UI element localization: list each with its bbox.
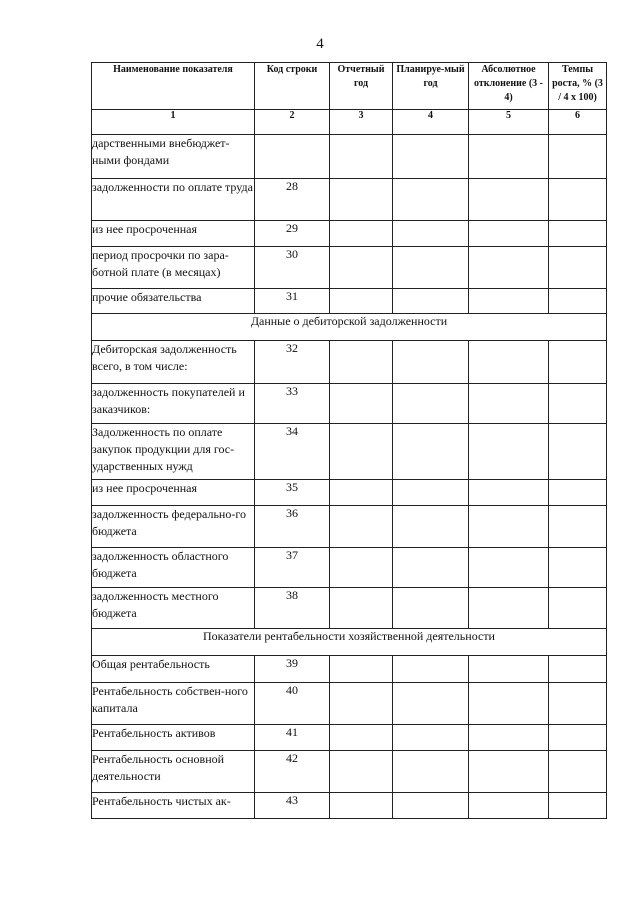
column-number: 4 [393,110,469,135]
table-row [92,221,607,247]
table-row [92,656,607,683]
indicator-name: задолженность областного бюджета [92,548,255,588]
value-cell [469,289,549,314]
value-cell [469,480,549,506]
table-row [92,506,607,548]
column-header-code: Код строки [255,63,330,110]
value-cell [549,424,607,480]
value-cell [330,683,393,725]
indicator-name: Общая рентабельность [92,656,255,683]
row-code: 31 [255,289,330,314]
table-row [92,683,607,725]
value-cell [330,725,393,751]
indicator-name: из нее просроченная [92,480,255,506]
indicator-name: задолженность местного бюджета [92,588,255,629]
value-cell [549,793,607,819]
row-code: 30 [255,247,330,289]
value-cell [469,247,549,289]
indicator-name: из нее просроченная [92,221,255,247]
value-cell [393,247,469,289]
indicator-name: Рентабельность активов [92,725,255,751]
value-cell [393,588,469,629]
table-row [92,548,607,588]
column-header-name: Наименование показателя [92,63,255,110]
indicator-name: Рентабельность основной деятельности [92,751,255,793]
table-row [92,135,607,179]
value-cell [549,683,607,725]
indicator-name: Дебиторская задолженность всего, в том числе: [92,341,255,384]
column-number: 3 [330,110,393,135]
row-code: 37 [255,548,330,588]
indicator-name: Рентабельность чистых ак- [92,793,255,819]
row-code: 38 [255,588,330,629]
table-row [92,751,607,793]
row-code: 41 [255,725,330,751]
value-cell [393,135,469,179]
indicator-name: прочие обязательства [92,289,255,314]
value-cell [393,548,469,588]
value-cell [330,179,393,221]
value-cell [393,506,469,548]
column-header-absolute-deviation: Абсолютное отклонение (3 - 4) [469,63,549,110]
value-cell [469,135,549,179]
table-row [92,588,607,629]
value-cell [330,221,393,247]
indicator-name: период просрочки по зара-ботной плате (в месяцах) [92,247,255,289]
column-header-growth-rate: Темпы роста, % (3 / 4 x 100) [549,63,607,110]
value-cell [330,384,393,424]
value-cell [330,135,393,179]
value-cell [549,384,607,424]
row-code: 43 [255,793,330,819]
value-cell [469,683,549,725]
value-cell [549,656,607,683]
column-number: 5 [469,110,549,135]
section-title: Данные о дебиторской задолженности [92,314,607,341]
value-cell [549,221,607,247]
column-header-reporting-year: Отчетный год [330,63,393,110]
table-row [92,480,607,506]
row-code: 28 [255,179,330,221]
row-code: 34 [255,424,330,480]
table-row [92,341,607,384]
value-cell [330,341,393,384]
row-code: 40 [255,683,330,725]
value-cell [469,793,549,819]
table-row [92,793,607,819]
value-cell [469,179,549,221]
row-code [255,135,330,179]
column-number-row [92,110,607,135]
value-cell [469,384,549,424]
value-cell [549,480,607,506]
section-row [92,314,607,341]
row-code: 42 [255,751,330,793]
value-cell [330,247,393,289]
value-cell [330,751,393,793]
value-cell [330,289,393,314]
row-code: 39 [255,656,330,683]
value-cell [549,179,607,221]
value-cell [393,751,469,793]
section-title: Показатели рентабельности хозяйственной деятельности [92,629,607,656]
value-cell [549,135,607,179]
value-cell [393,793,469,819]
table-row [92,289,607,314]
value-cell [469,548,549,588]
table-row [92,384,607,424]
value-cell [393,221,469,247]
value-cell [469,656,549,683]
column-header-planned-year: Планируе-мый год [393,63,469,110]
value-cell [469,424,549,480]
value-cell [393,424,469,480]
table-row [92,247,607,289]
indicator-name: задолженность федерально-го бюджета [92,506,255,548]
indicator-name: Задолженность по оплате закупок продукции для гос-ударственных нужд [92,424,255,480]
value-cell [549,289,607,314]
value-cell [549,588,607,629]
value-cell [393,384,469,424]
value-cell [549,247,607,289]
value-cell [469,751,549,793]
value-cell [549,341,607,384]
value-cell [393,341,469,384]
table-row [92,179,607,221]
value-cell [330,656,393,683]
value-cell [469,725,549,751]
value-cell [330,506,393,548]
value-cell [549,725,607,751]
indicator-name: задолженности по оплате труда [92,179,255,221]
value-cell [393,179,469,221]
row-code: 29 [255,221,330,247]
table-header-row [92,63,607,110]
value-cell [469,506,549,548]
indicator-name: дарственными внебюджет-ными фондами [92,135,255,179]
value-cell [549,751,607,793]
indicator-name: Рентабельность собствен-ного капитала [92,683,255,725]
row-code: 35 [255,480,330,506]
value-cell [469,221,549,247]
value-cell [469,588,549,629]
value-cell [549,548,607,588]
value-cell [393,480,469,506]
page-number: 4 [316,36,324,52]
value-cell [393,289,469,314]
column-number: 6 [549,110,607,135]
value-cell [393,656,469,683]
value-cell [549,506,607,548]
row-code: 33 [255,384,330,424]
value-cell [393,725,469,751]
value-cell [393,683,469,725]
row-code: 36 [255,506,330,548]
column-number: 1 [92,110,255,135]
row-code: 32 [255,341,330,384]
value-cell [469,341,549,384]
value-cell [330,424,393,480]
table-row [92,725,607,751]
indicator-name: задолженность покупателей и заказчиков: [92,384,255,424]
indicators-table [91,62,607,819]
table-row [92,424,607,480]
value-cell [330,480,393,506]
section-row [92,629,607,656]
value-cell [330,588,393,629]
column-number: 2 [255,110,330,135]
value-cell [330,793,393,819]
value-cell [330,548,393,588]
